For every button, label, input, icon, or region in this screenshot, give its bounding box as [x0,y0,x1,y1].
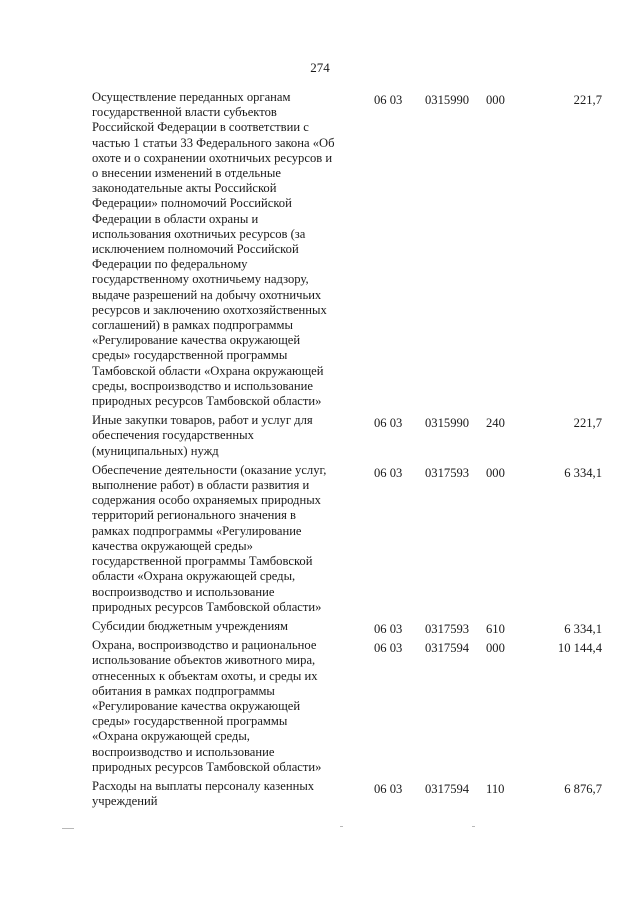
amount: 6 876,7 [564,781,602,796]
table-row [92,413,602,459]
amount: 6 334,1 [564,465,602,480]
target-article-code: 0315990 [425,93,470,107]
expense-description: Охрана, воспроизводство и рациональное использование объектов животного мира, отнесенных к объектам охоты, и среды их обитания в рамках подпрограммы «Регулирование качества окружающей среды» государственной программы «Охрана окружающей среды, воспроизводство и использование природных ресурсов Тамбовской области» [92,638,322,774]
amount: 221,7 [573,416,602,431]
table-row [92,463,602,615]
amount: 10 144,4 [557,641,602,656]
section-code: 06 03 [374,621,403,636]
expense-description: Расходы на выплаты персоналу казенных учреждений [92,778,315,809]
section-code: 06 03 [374,465,403,480]
target-article-code: 0315990 [425,416,470,431]
table-row [92,90,602,409]
amount: 6 334,1 [564,621,602,636]
expense-type-code: 240 [486,416,505,431]
section-code: 06 03 [374,93,403,107]
expense-type-code: 000 [486,465,505,480]
section-code: 06 03 [374,641,403,656]
table-row [92,619,602,634]
expense-type-code: 610 [486,621,505,636]
section-code: 06 03 [374,416,403,431]
target-article-code: 0317594 [425,781,470,796]
expense-description: Осуществление переданных органам государственной власти субъектов Российской Федерации в соответствии с частью 1 статьи 33 Федерального закона «Об охоте и о сохранении охотничьих ресурсов и о внесении изменений в отдельные законодательные акты Российской Федерации» полномочий Российской Федерации в области охраны и использования охотничьих ресурсов (за исключением полномочий Российской Федерации по федеральному государственному охотничьему надзору, выдаче разрешений на добычу охотничьих ресурсов и заключению охотхозяйственных соглашений) в рамках подпрограммы «Регулирование качества окружающей среды» государственной программы Тамбовской области «Охрана окружающей среды, воспроизводство и использование природных ресурсов Тамбовской области» [92,90,335,409]
page-number: 274 [310,60,330,75]
section-code: 06 03 [374,781,403,796]
target-article-code: 0317593 [425,465,470,480]
target-article-code: 0317593 [425,621,470,636]
table-row [92,779,602,809]
scan-artifact [340,826,343,827]
expense-description: Субсидии бюджетным учреждениям [92,618,288,633]
expense-type-code: 000 [486,93,505,107]
scan-artifact [472,826,475,827]
expense-description: Обеспечение деятельности (оказание услуг, выполнение работ) в области развития и содержания особо охраняемых природных территорий регионального значения в рамках подпрограммы «Регулирование качества окружающей среды» государственной программы Тамбовской области «Охрана окружающей среды, воспроизводство и использование природных ресурсов Тамбовской области» [92,462,327,614]
amount: 221,7 [573,93,602,107]
target-article-code: 0317594 [425,641,470,656]
expense-description: Иные закупки товаров, работ и услуг для обеспечения государственных (муниципальных) нужд [92,413,313,458]
scan-artifact [62,828,74,829]
budget-table [92,90,602,813]
expense-type-code: 000 [486,641,505,656]
table-row [92,638,602,775]
expense-type-code: 110 [486,781,505,796]
